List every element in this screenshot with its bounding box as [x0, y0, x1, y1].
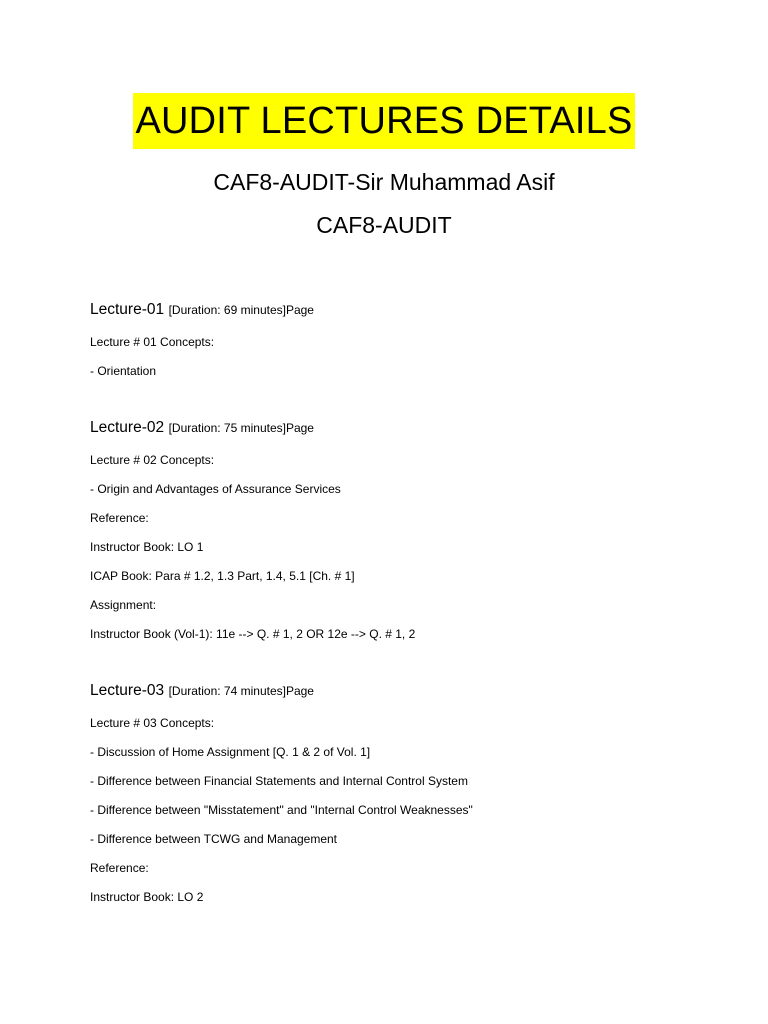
title-wrapper: [0, 93, 768, 149]
document-subtitle: CAF8-AUDIT-Sir Muhammad Asif: [213, 169, 555, 195]
lecture-line: Reference:: [90, 511, 149, 525]
lecture-heading: [90, 298, 730, 322]
course-code: CAF8-AUDIT: [316, 212, 452, 238]
lecture-name: Lecture-01: [90, 301, 165, 318]
lecture-heading: [90, 416, 730, 440]
lecture-line: Lecture # 01 Concepts:: [90, 335, 215, 349]
lecture-line: Assignment:: [90, 598, 157, 612]
lecture-line: Reference:: [90, 861, 149, 875]
lecture-line: ICAP Book: Para # 1.2, 1.3 Part, 1.4, 5.1 [Ch. # 1]: [90, 569, 355, 583]
lecture-section: [90, 416, 730, 649]
lecture-line: - Orientation: [90, 364, 157, 378]
lecture-line: Lecture # 03 Concepts:: [90, 716, 215, 730]
lecture-section: [90, 679, 730, 912]
lecture-duration: [Duration: 74 minutes]Page: [168, 684, 314, 698]
lecture-line: - Difference between TCWG and Management: [90, 832, 338, 846]
lecture-line: Lecture # 02 Concepts:: [90, 453, 215, 467]
lecture-line: - Difference between "Misstatement" and "Internal Control Weaknesses": [90, 803, 473, 817]
lecture-line: Instructor Book (Vol-1): 11e --> Q. # 1, 2 OR 12e --> Q. # 1, 2: [90, 627, 416, 641]
lecture-list: [90, 298, 730, 942]
lecture-duration: [Duration: 69 minutes]Page: [168, 303, 314, 317]
lecture-line: - Difference between Financial Statements and Internal Control System: [90, 774, 468, 788]
lecture-section: [90, 298, 730, 386]
document-title: AUDIT LECTURES DETAILS: [133, 93, 634, 149]
lecture-line: - Discussion of Home Assignment [Q. 1 & 2 of Vol. 1]: [90, 745, 371, 759]
lecture-duration: [Duration: 75 minutes]Page: [168, 421, 314, 435]
lecture-line: Instructor Book: LO 1: [90, 540, 204, 554]
lecture-line: Instructor Book: LO 2: [90, 890, 204, 904]
lecture-name: Lecture-02: [90, 419, 165, 436]
lecture-name: Lecture-03: [90, 682, 165, 699]
lecture-heading: [90, 679, 730, 703]
lecture-line: - Origin and Advantages of Assurance Services: [90, 482, 341, 496]
